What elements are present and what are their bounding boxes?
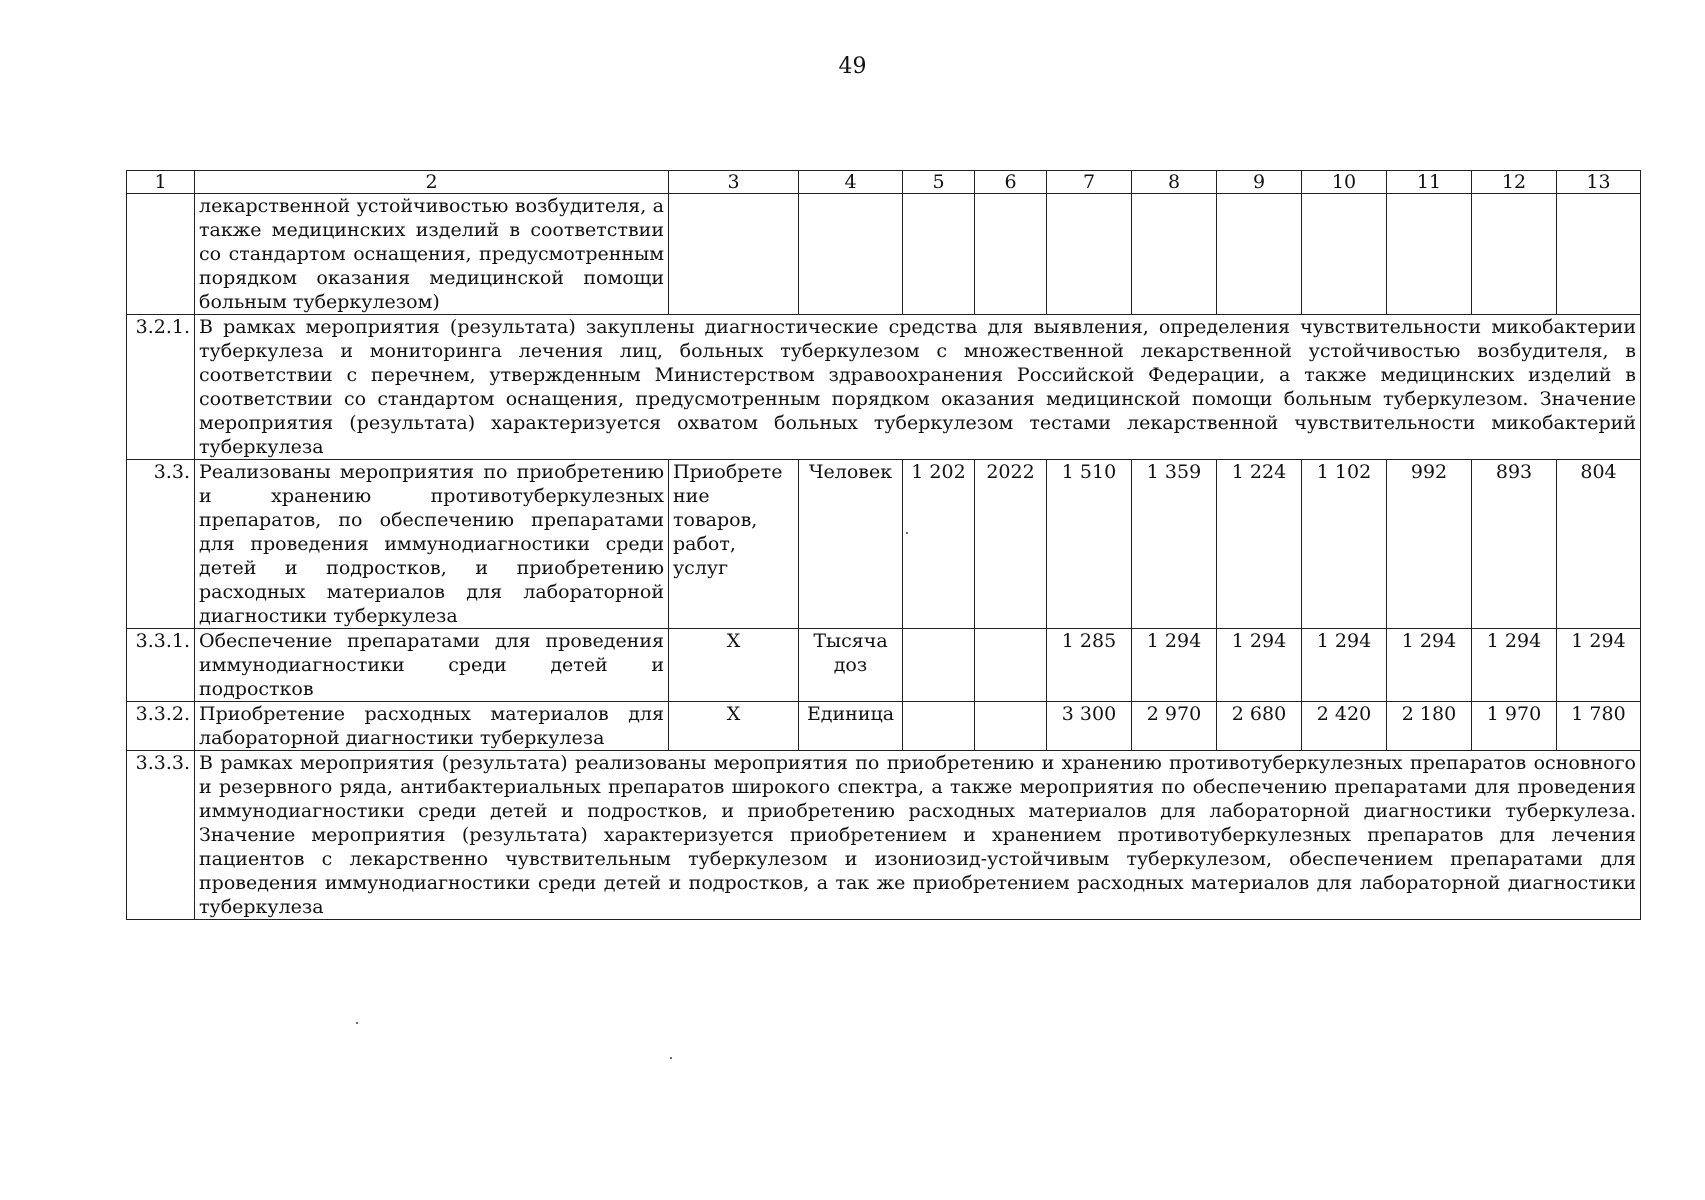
row-number <box>127 194 195 315</box>
scan-speck <box>670 1057 672 1059</box>
table-cell: 2 420 <box>1302 702 1387 751</box>
table-header-row <box>127 171 1641 194</box>
table-row <box>127 702 1641 751</box>
table-row <box>127 751 1641 920</box>
table-row <box>127 315 1641 460</box>
table-cell: 1 780 <box>1557 702 1641 751</box>
column-header: 13 <box>1557 171 1641 194</box>
table-cell: 1 102 <box>1302 460 1387 629</box>
table-cell: 2 180 <box>1387 702 1472 751</box>
table-cell: 1 294 <box>1302 629 1387 702</box>
table-cell: Приобретение товаров, работ, услуг <box>669 460 799 629</box>
row-description: Реализованы мероприятия по приобретению и хранению противотуберкулезных препаратов, по обеспечению препаратами для проведения иммунодиагностики среди детей и подростков, и приобретению расходных материалов для лабораторной диагностики туберкулеза <box>195 460 669 629</box>
table-cell: 804 <box>1557 460 1641 629</box>
indicators-table <box>126 170 1641 920</box>
table-row <box>127 460 1641 629</box>
row-number: 3.3.1. <box>127 629 195 702</box>
table-cell: Человек <box>799 460 903 629</box>
row-number: 3.2.1. <box>127 315 195 460</box>
table-cell <box>1302 194 1387 315</box>
column-header: 2 <box>195 171 669 194</box>
row-number: 3.3. <box>127 460 195 629</box>
table-cell <box>903 702 975 751</box>
row-description: Приобретение расходных материалов для лабораторной диагностики туберкулеза <box>195 702 669 751</box>
table-cell: 1 294 <box>1557 629 1641 702</box>
table-cell: 893 <box>1472 460 1557 629</box>
table-cell: 1 970 <box>1472 702 1557 751</box>
table-cell: 2 970 <box>1132 702 1217 751</box>
table-cell <box>1557 194 1641 315</box>
table-cell: 1 294 <box>1217 629 1302 702</box>
table-cell: X <box>669 629 799 702</box>
row-number: 3.3.3. <box>127 751 195 920</box>
table-cell <box>669 194 799 315</box>
row-description: В рамках мероприятия (результата) реализованы мероприятия по приобретению и хранению противотуберкулезных препаратов основного и резервного ряда, антибактериальных препаратов широкого спектра, а также мероприятия по обеспечению препаратами для проведения иммунодиагностики среди детей и подростков, и приобретению расходных материалов для лабораторной диагностики туберкулеза. Значение мероприятия (результата) характеризуется приобретением и хранением противотуберкулезных препаратов для лечения пациентов с лекарственно чувствительным туберкулезом и изониозид-устойчивым туберкулезом, обеспечением препаратами для проведения иммунодиагностики среди детей и подростков, а так же приобретением расходных материалов для лабораторной диагностики туберкулеза <box>195 751 1641 920</box>
column-header: 11 <box>1387 171 1472 194</box>
table-cell <box>1132 194 1217 315</box>
table-cell <box>903 629 975 702</box>
table-cell: X <box>669 702 799 751</box>
table-cell <box>975 629 1047 702</box>
table-cell: 1 359 <box>1132 460 1217 629</box>
table-cell: 1 202 <box>903 460 975 629</box>
table-cell <box>903 194 975 315</box>
table-cell: 1 294 <box>1387 629 1472 702</box>
page-number: 49 <box>838 54 867 79</box>
table-cell <box>975 194 1047 315</box>
column-header: 12 <box>1472 171 1557 194</box>
row-description: Обеспечение препаратами для проведения иммунодиагностики среди детей и подростков <box>195 629 669 702</box>
table-cell: 3 300 <box>1047 702 1132 751</box>
table-row <box>127 629 1641 702</box>
table-cell: 2 680 <box>1217 702 1302 751</box>
column-header: 1 <box>127 171 195 194</box>
column-header: 10 <box>1302 171 1387 194</box>
table-cell: 1 294 <box>1132 629 1217 702</box>
column-header: 8 <box>1132 171 1217 194</box>
table-cell: 1 294 <box>1472 629 1557 702</box>
column-header: 6 <box>975 171 1047 194</box>
table-cell: 1 285 <box>1047 629 1132 702</box>
column-header: 4 <box>799 171 903 194</box>
table-cell <box>1387 194 1472 315</box>
table-row <box>127 194 1641 315</box>
table-cell <box>1217 194 1302 315</box>
row-number: 3.3.2. <box>127 702 195 751</box>
scan-speck <box>356 1022 358 1024</box>
table-cell: 2022 <box>975 460 1047 629</box>
table-cell <box>1047 194 1132 315</box>
scan-speck <box>906 532 908 534</box>
table-cell: 1 510 <box>1047 460 1132 629</box>
column-header: 7 <box>1047 171 1132 194</box>
table-cell: 1 224 <box>1217 460 1302 629</box>
table-cell <box>1472 194 1557 315</box>
table-cell: Единица <box>799 702 903 751</box>
table-cell <box>975 702 1047 751</box>
row-description: лекарственной устойчивостью возбудителя, а также медицинских изделий в соответствии со стандартом оснащения, предусмотренным порядком оказания медицинской помощи больным туберкулезом) <box>195 194 669 315</box>
row-description: В рамках мероприятия (результата) закуплены диагностические средства для выявления, определения чувствительности микобактерии туберкулеза и мониторинга лечения лиц, больных туберкулезом с множественной лекарственной устойчивостью возбудителя, в соответствии с перечнем, утвержденным Министерством здравоохранения Российской Федерации, а также медицинских изделий в соответствии со стандартом оснащения, предусмотренным порядком оказания медицинской помощи больным туберкулезом. Значение мероприятия (результата) характеризуется охватом больных туберкулезом тестами лекарственной чувствительности микобактерий туберкулеза <box>195 315 1641 460</box>
column-header: 3 <box>669 171 799 194</box>
table-cell <box>799 194 903 315</box>
table-cell: Тысяча доз <box>799 629 903 702</box>
column-header: 9 <box>1217 171 1302 194</box>
column-header: 5 <box>903 171 975 194</box>
table-cell: 992 <box>1387 460 1472 629</box>
